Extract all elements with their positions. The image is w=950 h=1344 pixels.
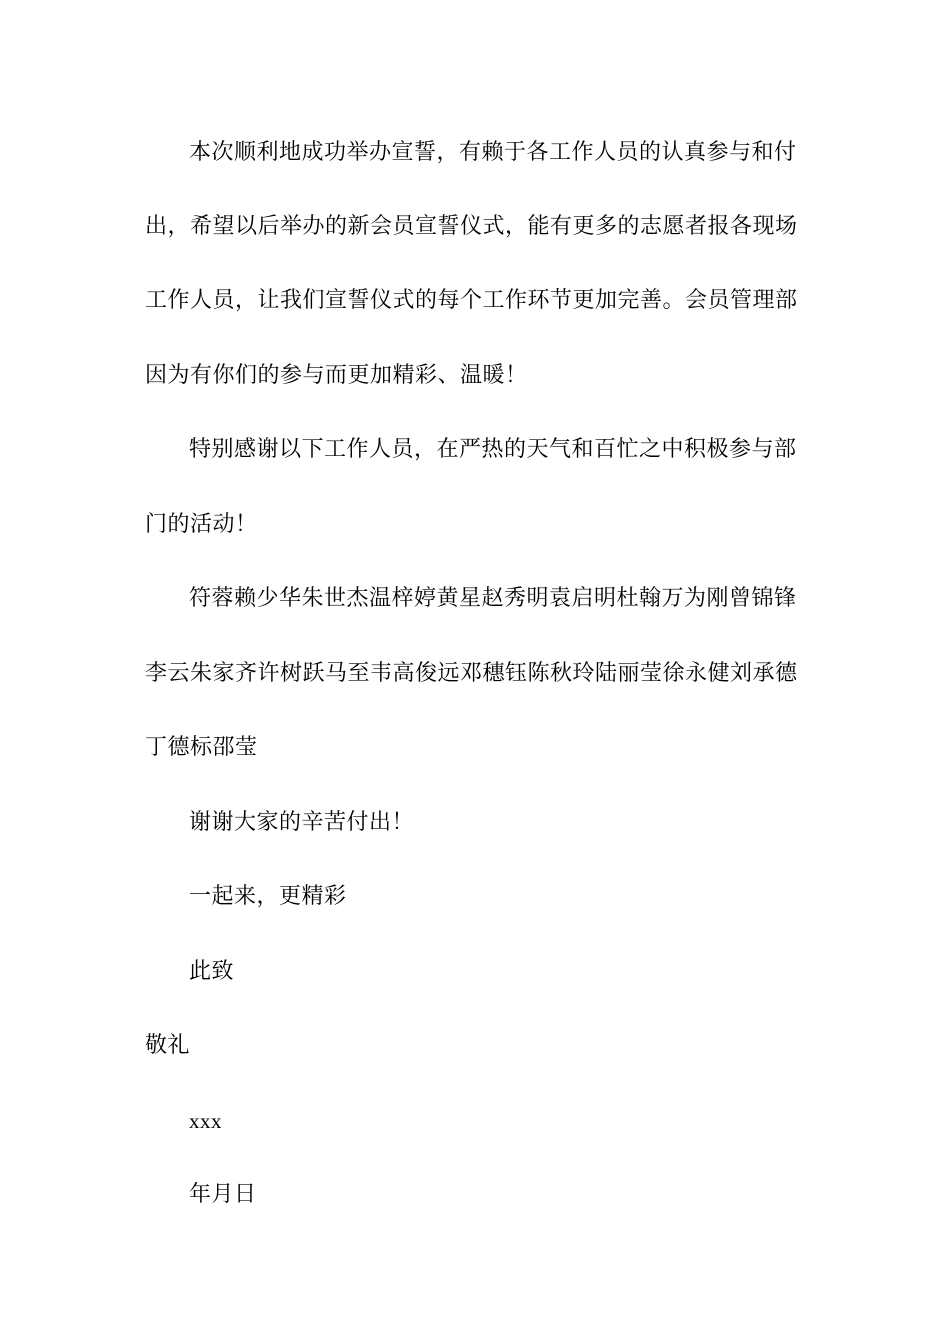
- slogan-line: 一起来，更精彩: [189, 884, 347, 909]
- thanks-line: 谢谢大家的辛苦付出！: [189, 810, 415, 835]
- names-line-2: 李云朱家齐许树跃马至韦高俊远邓穗钰陈秋玲陆丽莹徐永健刘承德: [145, 661, 798, 686]
- date-line: 年月日: [189, 1182, 257, 1207]
- signature: xxx: [189, 1109, 222, 1133]
- closing-respect: 敬礼: [145, 1033, 191, 1058]
- paragraph-2-line-1: 特别感谢以下工作人员，在严热的天气和百忙之中积极参与部: [189, 437, 797, 462]
- closing-salutation: 此致: [189, 959, 235, 984]
- names-line-1: 符蓉赖少华朱世杰温梓婷黄星赵秀明袁启明杜翰万为刚曾锦锋: [189, 586, 797, 611]
- paragraph-2-line-2: 门的活动！: [145, 512, 258, 537]
- paragraph-1-line-4: 因为有你们的参与而更加精彩、温暖！: [145, 363, 528, 388]
- paragraph-1-line-1: 本次顺利地成功举办宣誓，有赖于各工作人员的认真参与和付: [189, 140, 797, 165]
- paragraph-1-line-3: 工作人员，让我们宣誓仪式的每个工作环节更加完善。会员管理部: [145, 288, 798, 313]
- names-line-3: 丁德标邵莹: [145, 735, 258, 760]
- paragraph-1-line-2: 出，希望以后举办的新会员宣誓仪式，能有更多的志愿者报各现场: [145, 214, 798, 239]
